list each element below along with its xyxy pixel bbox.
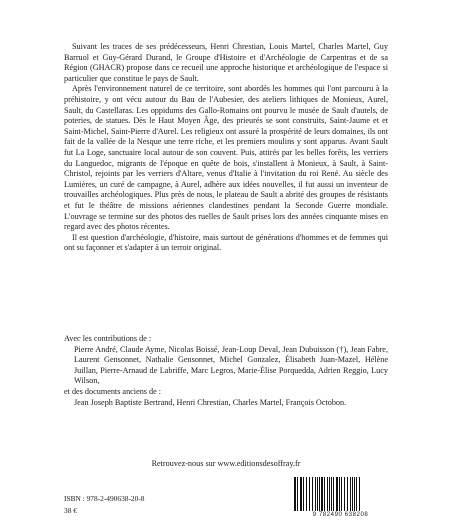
paragraph-main: Après l'environnement naturel de ce territoire, sont abordés les hommes qui l'ont parcouru à la préhistoire, y ont vécu autour du Bau de l'Aubesier, des ateliers lithiques de Monieux, Aurel, Sault, du Castellaras. Les oppidums des Gallo-Romains ont pourvu le musée de Sault d'autels, de poteries, de statues. Dès le Haut Moyen Âge, des prieurés se sont construits, Saint-Jaume et et Saint-Michel, Saint-Pierre d'Aurel. Les religieux ont assuré la prospérité de leurs domaines, ils ont fait de la vallée de la Nesque une terre riche, et les premiers moulins y sont apparus. Avant Sault fut La Loge, sanctuaire local autour de son couvent. Puis, attirés par les belles forêts, les verriers du Languedoc, migrants de l'époque en quête de bois, s'installent à Monieux, à Sault, à Saint-Christol, rejoints par les verriers d'Altare, venus d'Italie à l'invitation du roi René. Au siècle des Lumières, un curé de campagne, à Aurel, adhère aux idées nouvelles, il fut aussi un inventeur de trouvailles archéologiques. Plus près de nous, le plateau de Sault a abrité des groupes de résistants et fut le théâtre de missions aériennes clandestines pendant la Seconde Guerre mondiale. L'ouvrage se termine sur des photos des ruelles de Sault prises lors des années cinquante mises en regard avec des photos récentes. bbox=[64, 84, 388, 232]
barcode-bar bbox=[339, 477, 340, 511]
barcode-bar bbox=[294, 477, 296, 511]
barcode-bar bbox=[321, 477, 323, 511]
barcode-bar bbox=[327, 477, 328, 511]
contributors-section bbox=[64, 334, 388, 408]
barcode-bar bbox=[317, 477, 318, 511]
barcode-bar bbox=[297, 477, 298, 511]
barcode-bar bbox=[352, 477, 353, 511]
barcode-bar bbox=[356, 477, 357, 511]
contributions-heading: Avec les contributions de : bbox=[64, 334, 152, 343]
paragraph-closing: Il est question d'archéologie, d'histoire, mais surtout de générations d'hommes et de femmes qui ont su façonner et s'adapter à un terroir original. bbox=[64, 232, 388, 253]
contributors-list: Pierre André, Claude Ayme, Nicolas Boissé, Jean-Loup Deval, Jean Dubuisson (†), Jean Fabre, Laurent Gensonnet, Nathalie Gensonnet, Michel Gonzalez, Élisabeth Juan-Mazel, Hélène Juillan, Pierre-Arnaud de Labriffe, Marc Legros, Marie-Élise Porquedda, Adrien Reggio, Lucy Wilson, bbox=[74, 344, 388, 386]
barcode-bar bbox=[347, 477, 348, 511]
barcode-bar bbox=[319, 477, 320, 511]
barcode-bar bbox=[331, 477, 332, 511]
barcode-bar bbox=[354, 477, 355, 511]
barcode-bar bbox=[344, 477, 345, 511]
isbn-text: ISBN : 978-2-490638-20-8 bbox=[64, 494, 145, 503]
price-text: 38 € bbox=[64, 506, 77, 515]
barcode-bar bbox=[350, 477, 351, 511]
barcode-bars bbox=[291, 477, 390, 511]
barcode-bar bbox=[341, 477, 342, 511]
barcode bbox=[291, 477, 390, 521]
summary-text bbox=[64, 42, 388, 254]
documents-authors: Jean Joseph Baptiste Bertrand, Henri Chrestian, Charles Martel, François Octobon. bbox=[74, 397, 347, 407]
barcode-bar bbox=[300, 477, 302, 511]
barcode-bar bbox=[312, 477, 313, 511]
website-line: Retrouvez-nous sur www.editionsdesoffray.fr bbox=[151, 459, 301, 468]
isbn-block bbox=[64, 493, 144, 517]
barcode-bar bbox=[324, 477, 325, 511]
barcode-bar bbox=[306, 477, 307, 511]
barcode-bar bbox=[315, 477, 316, 511]
barcode-bar bbox=[336, 477, 338, 511]
barcode-bar bbox=[329, 477, 330, 511]
barcode-number: 9 782490 638208 bbox=[312, 512, 369, 518]
barcode-bar bbox=[303, 477, 304, 511]
documents-heading: et des documents anciens de : bbox=[64, 386, 162, 396]
barcode-bar bbox=[309, 477, 310, 511]
barcode-bar bbox=[359, 477, 360, 511]
paragraph-intro: Suivant les traces de ses prédécesseurs, Henri Chrestian, Louis Martel, Charles Martel, Guy Barruol et Guy-Gérard Durand, le Groupe d'Histoire et d'Archéologie de Carpentras et de sa Région (GHACR) propose dans ce recueil une approche historique et archéologique de l'espace si particulier que constitue le pays de Sault. bbox=[64, 42, 388, 83]
barcode-bar bbox=[333, 477, 334, 511]
